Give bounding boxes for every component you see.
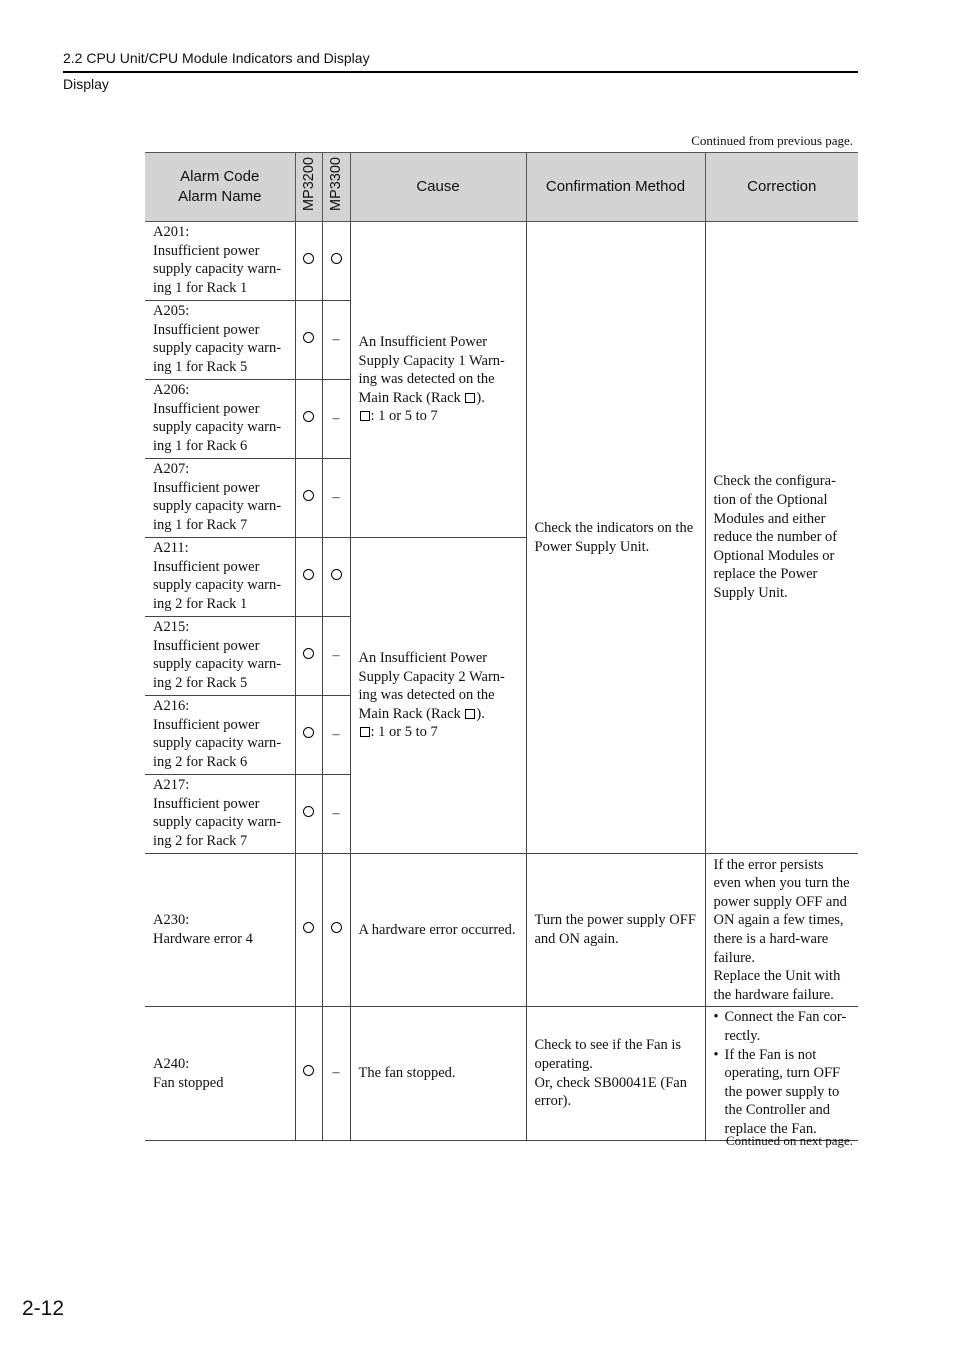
alarm-name: Insufficient power supply capacity warn-ing 2 for Rack 7 [153, 795, 282, 849]
alarm-cell [145, 696, 295, 775]
alarm-cell [145, 222, 295, 301]
circle-icon [303, 411, 314, 422]
alarm-cell [145, 775, 295, 854]
alarm-name: Insufficient power supply capacity warn-ing 1 for Rack 7 [153, 479, 282, 533]
alarm-cell [145, 1007, 295, 1141]
confirmation-cell-group: Check the indicators on the Power Supply Unit. [526, 222, 705, 854]
alarm-cell [145, 854, 295, 1007]
bullet-item: • Connect the Fan cor-rectly. [714, 1008, 851, 1045]
alarm-code: A215: [153, 619, 190, 635]
cause-suffix: : 1 or 5 to 7 [370, 724, 438, 741]
header-row [145, 153, 858, 222]
dash-mark: – [332, 726, 340, 742]
alarm-name: Insufficient power supply capacity warn-ing 1 for Rack 1 [153, 242, 282, 296]
header-mp3300 [322, 153, 350, 222]
alarm-name: Insufficient power supply capacity warn-ing 1 for Rack 6 [153, 400, 282, 454]
mp3300-mark [322, 1007, 350, 1141]
alarm-code: A240: [153, 1055, 190, 1072]
mp3300-mark [322, 380, 350, 459]
mp3200-mark [295, 538, 322, 617]
table-row [145, 854, 858, 1007]
mp3300-mark [322, 222, 350, 301]
alarm-name: Fan stopped [153, 1074, 224, 1091]
alarm-cell [145, 301, 295, 380]
alarm-cell [145, 459, 295, 538]
dash-mark: – [332, 805, 340, 821]
dash-mark: – [332, 410, 340, 426]
confirmation-para: Check to see if the Fan is operating. [534, 1037, 682, 1072]
alarm-code: A211: [153, 540, 189, 556]
confirmation-cell: Turn the power supply OFF and ON again. [526, 854, 705, 1007]
bullet-item: • If the Fan is not operating, turn OFF the power supply to the Controller and replace the Fan. [714, 1046, 851, 1139]
mp3200-mark [295, 696, 322, 775]
section-title: 2.2 CPU Unit/CPU Module Indicators and Display [63, 50, 370, 66]
mp3200-mark [295, 459, 322, 538]
header-alarm-code-line1: Alarm Code [180, 168, 260, 185]
header-rule [63, 71, 858, 73]
alarm-code: A205: [153, 303, 190, 319]
dash-mark: – [332, 647, 340, 663]
circle-icon [303, 253, 314, 264]
circle-icon [331, 922, 342, 933]
rack-box-icon [360, 411, 370, 421]
correction-para: Replace the Unit with the hardware failure. [713, 968, 841, 1003]
mp3200-mark [295, 775, 322, 854]
alarm-cell [145, 538, 295, 617]
mp3300-mark [322, 617, 350, 696]
mp3200-mark [295, 854, 322, 1007]
circle-icon [303, 806, 314, 817]
alarm-code: A201: [153, 224, 190, 240]
circle-icon [303, 490, 314, 501]
circle-icon [303, 727, 314, 738]
cause-close: ). [476, 389, 485, 406]
alarm-code: A217: [153, 777, 190, 793]
cause-cell-group1 [350, 222, 526, 538]
alarm-code: A216: [153, 698, 190, 714]
dash-mark: – [332, 489, 340, 505]
dash-mark: – [332, 1065, 340, 1081]
mp3300-mark [322, 854, 350, 1007]
cause-text: An Insufficient Power Supply Capacity 1 Warn-ing was detected on the Main Rack (Rack [358, 334, 505, 406]
alarm-name: Hardware error 4 [153, 931, 253, 947]
correction-bullets [714, 1008, 851, 1138]
mp3200-mark [295, 380, 322, 459]
correction-para: If the error persists even when you turn the power supply OFF and ON again a few times, there is a hard-ware failure. [713, 856, 850, 966]
circle-icon [303, 648, 314, 659]
cause-close: ). [476, 705, 485, 722]
confirmation-cell [526, 1007, 705, 1141]
dash-mark: – [332, 331, 340, 347]
circle-icon [331, 569, 342, 580]
alarm-code: A206: [153, 382, 190, 398]
mp3300-mark [322, 459, 350, 538]
confirmation-para: Or, check SB00041E (Fan error). [534, 1074, 687, 1110]
correction-cell [705, 1007, 858, 1141]
rack-box-icon [360, 727, 370, 737]
mp3300-mark [322, 696, 350, 775]
mp3300-mark [322, 301, 350, 380]
header-mp3300-label: MP3300 [328, 156, 344, 211]
mp3200-mark [295, 222, 322, 301]
header-mp3200-label: MP3200 [300, 156, 317, 211]
cause-cell: A hardware error occurred. [350, 854, 526, 1007]
mp3300-mark [322, 775, 350, 854]
alarm-name: Insufficient power supply capacity warn-ing 1 for Rack 5 [153, 321, 282, 375]
header-mp3200 [295, 153, 322, 222]
subsection-title: Display [63, 76, 109, 92]
cause-text: An Insufficient Power Supply Capacity 2 Warn-ing was detected on the Main Rack (Rack [358, 650, 505, 722]
alarm-name: Insufficient power supply capacity warn-ing 2 for Rack 6 [153, 716, 282, 770]
alarm-code: A207: [153, 461, 190, 477]
circle-icon [303, 332, 314, 343]
circle-icon [303, 1065, 314, 1076]
alarm-name: Insufficient power supply capacity warn-ing 2 for Rack 1 [153, 558, 282, 612]
alarm-cell [145, 617, 295, 696]
cause-cell: The fan stopped. [350, 1007, 526, 1141]
header-correction: Correction [705, 153, 858, 222]
circle-icon [303, 922, 314, 933]
header-alarm-name-line2: Alarm Name [178, 188, 262, 205]
continued-from-note: Continued from previous page. [691, 133, 853, 148]
table-row [145, 222, 858, 301]
alarm-table [145, 152, 858, 1141]
continued-on-note: Continued on next page. [725, 1133, 853, 1148]
alarm-name: Insufficient power supply capacity warn-ing 2 for Rack 5 [153, 637, 282, 691]
cause-cell-group2 [350, 538, 526, 854]
circle-icon [331, 253, 342, 264]
rack-box-icon [465, 393, 475, 403]
alarm-code: A230: [153, 912, 190, 929]
correction-cell [705, 854, 858, 1007]
alarm-cell [145, 380, 295, 459]
table-row [145, 1007, 858, 1141]
rack-box-icon [465, 709, 475, 719]
mp3200-mark [295, 617, 322, 696]
circle-icon [303, 569, 314, 580]
mp3300-mark [322, 538, 350, 617]
header-cause: Cause [350, 153, 526, 222]
cause-suffix: : 1 or 5 to 7 [370, 408, 438, 425]
page-number: 2-12 [22, 1297, 65, 1320]
correction-cell-group: Check the configura-tion of the Optional Modules and either reduce the number of Optional Modules or replace the Power Supply Unit. [705, 222, 858, 854]
header-alarm-code [145, 153, 295, 222]
mp3200-mark [295, 1007, 322, 1141]
header-confirmation: Confirmation Method [526, 153, 705, 222]
mp3200-mark [295, 301, 322, 380]
